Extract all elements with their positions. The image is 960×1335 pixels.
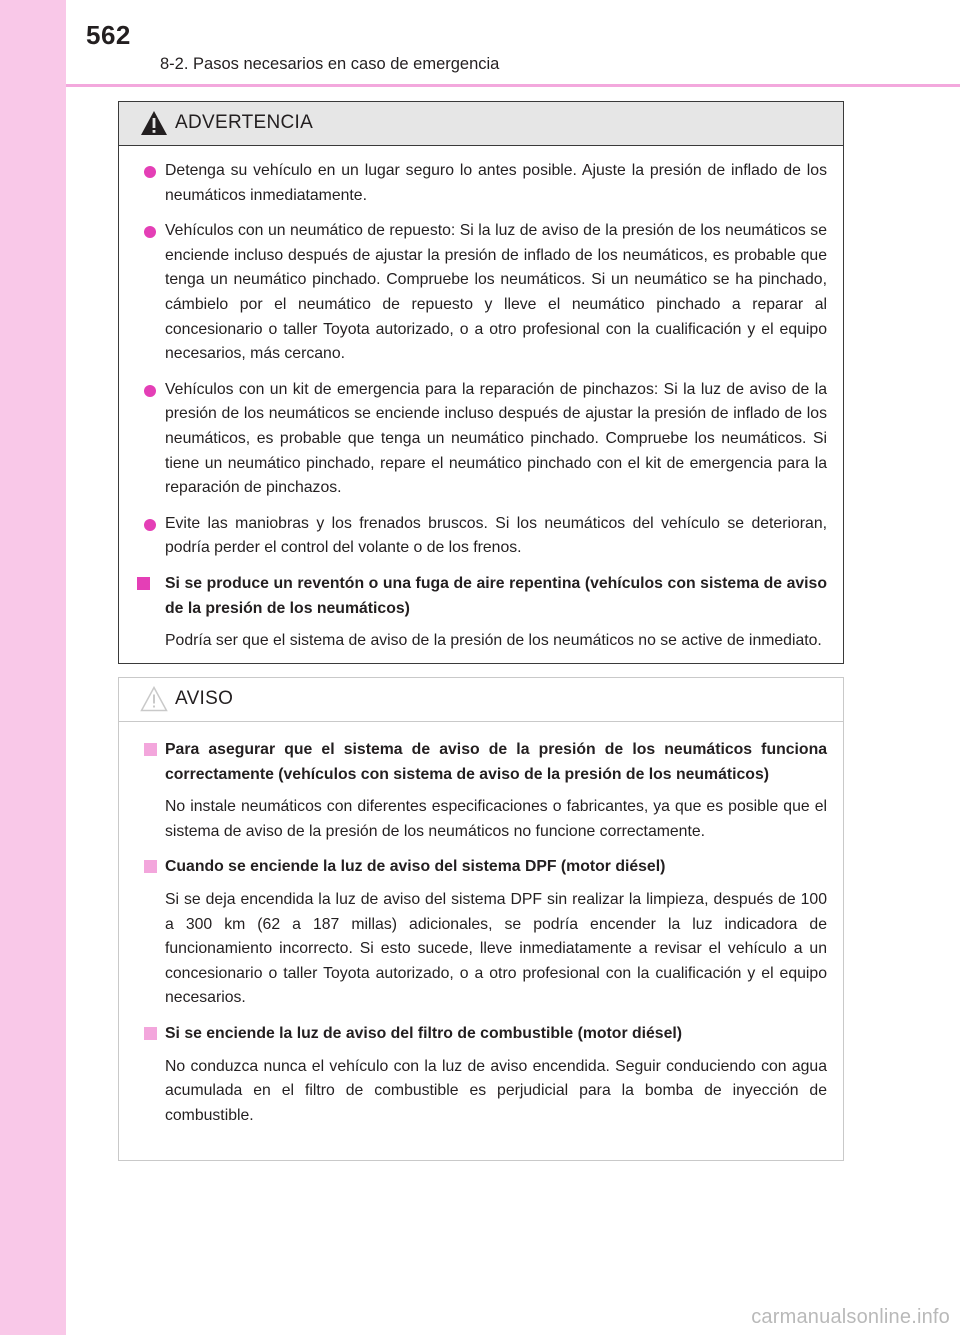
section-square-icon	[144, 743, 157, 756]
warning-box-body	[119, 146, 843, 654]
warning-item-text: Detenga su vehículo en un lugar seguro lo antes posible. Ajuste la presión de inflado de los neumáticos inmediatamente.	[165, 162, 827, 204]
header-rule	[66, 84, 960, 87]
notice-section	[143, 855, 827, 1011]
notice-box-header	[119, 678, 843, 722]
notice-section-text: Si se deja encendida la luz de aviso del sistema DPF sin realizar la limpieza, después de 100 a 300 km (62 a 187 millas) adicionales, se podría encender la luz indicadora de funcionamiento incorrecto. Si esto sucede, lleve inmediatamente a revisar el vehículo a un concesionario o taller Toyota autorizado, o a otro profesional con la cualificación y el equipo necesarios.	[165, 890, 827, 1007]
warning-item	[143, 159, 827, 208]
notice-section	[143, 738, 827, 844]
notice-box	[118, 677, 844, 1161]
page-number: 562	[86, 20, 131, 50]
caution-triangle-icon	[140, 686, 168, 712]
warning-item-text: Evite las maniobras y los frenados bruscos. Si los neumáticos del vehículo se deterioran, podría perder el control del volante o de los frenos.	[165, 514, 827, 557]
warning-triangle-icon	[140, 110, 168, 136]
notice-section-text: No conduzca nunca el vehículo con la luz de aviso encendida. Seguir conduciendo con agua acumulada en el filtro de combustible es perjudicial para la bomba de inyección de combustible.	[165, 1057, 827, 1124]
bullet-dot-icon	[144, 226, 156, 238]
warning-item	[143, 219, 827, 367]
warning-subsection-heading: Si se produce un reventón o una fuga de aire repentina (vehículos con sistema de aviso de la presión de los neumáticos)	[165, 574, 827, 617]
warning-item	[143, 512, 827, 561]
warning-subsection-text: Podría ser que el sistema de aviso de la presión de los neumáticos no se active de inmediato.	[165, 632, 822, 650]
warning-box-title: ADVERTENCIA	[175, 112, 314, 133]
warning-subsection	[143, 572, 827, 654]
side-strip	[0, 0, 66, 1335]
warning-item-text: Vehículos con un neumático de repuesto: Si la luz de aviso de la presión de los neumáticos se enciende incluso después de ajustar la presión de inflado de los neumáticos, es probable que tenga un neumático pinchado. Compruebe los neumáticos. Si un neumático se ha pinchado, cámbielo por el neumático de repuesto y lleve el neumático pinchado a reparar al concesionario o taller Toyota autorizado, o a otro profesional con la cualificación y el equipo necesarios, más cercano.	[165, 222, 827, 363]
bullet-dot-icon	[144, 166, 156, 178]
section-square-icon	[144, 1027, 157, 1040]
notice-section	[143, 1022, 827, 1128]
watermark: carmanualsonline.info	[751, 1306, 950, 1328]
notice-section-heading: Cuando se enciende la luz de aviso del sistema DPF (motor diésel)	[165, 858, 666, 876]
notice-section-text: No instale neumáticos con diferentes especificaciones o fabricantes, ya que es posible que el sistema de aviso de la presión de los neumáticos no funcione correctamente.	[165, 798, 827, 840]
warning-box-header	[119, 102, 843, 146]
notice-box-title: AVISO	[175, 688, 234, 709]
bullet-dot-icon	[144, 385, 156, 397]
bullet-dot-icon	[144, 519, 156, 531]
notice-section-heading: Para asegurar que el sistema de aviso de la presión de los neumáticos funciona correctamente (vehículos con sistema de aviso de la presión de los neumáticos)	[165, 741, 827, 783]
section-square-icon	[137, 577, 150, 590]
warning-item-text: Vehículos con un kit de emergencia para la reparación de pinchazos: Si la luz de aviso de la presión de los neumáticos se enciende incluso después de ajustar la presión de inflado de los neumáticos, es probable que tenga un neumático pinchado. Compruebe los neumáticos. Si tiene un neumático pinchado, repare el neumático pinchado con el kit de emergencia para la reparación de pinchazos.	[165, 380, 827, 497]
warning-item	[143, 378, 827, 501]
section-square-icon	[144, 860, 157, 873]
notice-box-body	[119, 722, 843, 1128]
section-title: 8-2. Pasos necesarios en caso de emergencia	[160, 55, 500, 73]
warning-box	[118, 101, 844, 664]
notice-section-heading: Si se enciende la luz de aviso del filtro de combustible (motor diésel)	[165, 1024, 683, 1042]
